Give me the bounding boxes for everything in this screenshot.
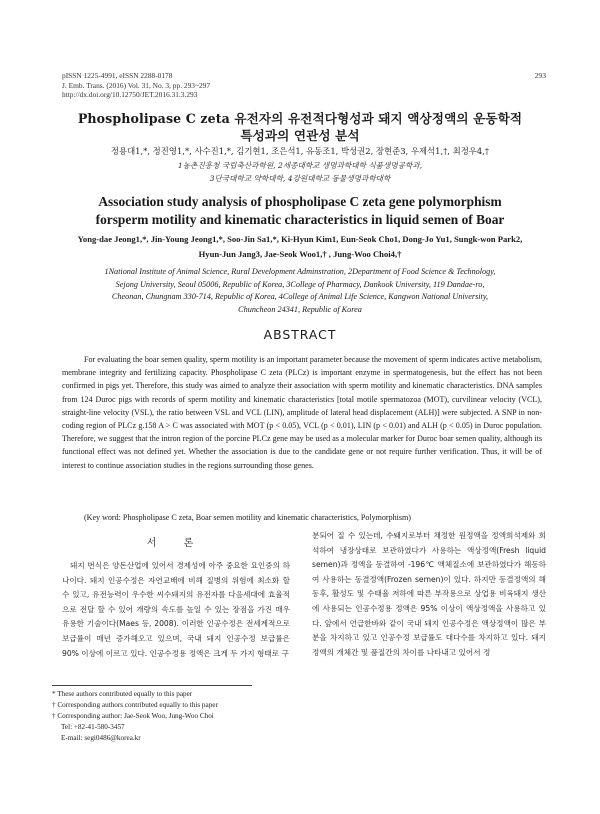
citation-line: J. Emb. Trans. (2016) Vol. 31, No. 3, pp. 293~297: [62, 80, 211, 90]
abstract-text: For evaluating the boar semen quality, sperm motility is an important parameter because the movement of sperm indicates active metabolism, membrane integrity and fertilizing capacity. Phospholipase C zeta (PLCz) is important enzyme in spermatogenesis, but the effect has not been confirmed in pigs yet. Therefore, this study was aimed to analyze their association with sperm motility and kinematic characteristics. DNA samples from 124 Duroc pigs with records of sperm motility and kinematic characteristics [total motile spermatozoa (MOT), curvilinear velocity (VCL), straight-line velocity (VSL), the ratio between VSL and VCL (LIN), amplitude of lateral head displacement (ALH)] were subjected. A SNP in non-coding region of PLCz g.158 A > C was associated with MOT (p < 0.05), VCL (p < 0.01), LIN (p < 0.01) and ALH (p < 0.05) in Duroc population. Therefore, we suggest that the intron region of the porcine PLCz gene may be used as a molecular marker for Duroc boar semen quality, although its functional effect was not defined yet. Whether the association is due to the candidate gene or not require further verification. Thus, it will be of interest to continue association studies in the regions surrounding those genes.: [62, 355, 542, 470]
footnote-equal-contribution: * These authors contributed equally to this paper: [52, 690, 193, 698]
footnote-corresponding-author: † Corresponding author: Jae-Seok Woo, Jung-Woo Choi: [52, 712, 214, 721]
footnotes: [52, 689, 292, 744]
left-column: [62, 534, 290, 661]
footnote-corresponding-equal: † Corresponding authors contributed equally to this paper: [52, 701, 218, 710]
korean-authors: 정용대1,*, 정진영1,*, 사수진1,*, 김기현1, 조은석1, 유동조1, 박성권2, 장현준3, 우제석1,†, 최정우4,†: [110, 146, 490, 156]
footnote-email[interactable]: E-mail: segi0486@korea.kr: [61, 734, 141, 743]
intro-left-text: 돼지 번식은 양돈산업에 있어서 경제성에 아주 중요한 요인중의 하나이다. 돼지 인공수정은 자연교배에 비해 질병의 위험에 최소화 할 수 있고, 유전능력이 우수한 씨수돼지의 유전자를 다음세대에 효율적으로 전달 할 수 있어 개량의 속도를 높일 수 있는 장점을 가진 매우 유용한 기술이다(Maes 등, 2008). 이러한 인공수정은 전세계적으로 보급률이 매년 증가해오고 있으며, 국내 돼지 인공수정 보급률은 90% 이상에 이르고 있다. 인공수정용 정액은 크게 두 가지 형태로 구: [62, 561, 290, 658]
korean-title-line-2: 특성과의 연관성 분석: [240, 128, 360, 143]
english-authors-line-1: Yong-dae Jeong1,*, Jin-Young Jeong1,*, Soo-Jin Sa1,*, Ki-Hyun Kim1, Eun-Seok Cho1, Dong-Jo Yu1, Sungk-won Park2,: [77, 234, 523, 244]
english-affiliation-line-1: 1National Institute of Animal Science, Rural Development Adminstration, 2Department of Food Science & Technology,: [104, 267, 496, 276]
english-authors-line-2: Hyun-Jun Jang3, Jae-Seok Woo1,† , Jung-Woo Choi4,†: [198, 249, 402, 259]
english-affiliation-line-2: Sejong University, Seoul 05006, Republic of Korea, 3College of Pharmacy, Dankook University, 119 Dandae-ro,: [115, 279, 485, 289]
korean-title-line-1: Phospholipase C zeta 유전자의 유전적다형성과 돼지 액상정액의 운동학적: [77, 111, 523, 126]
section-heading-introduction: 서 론: [146, 538, 206, 549]
footnote-divider: [52, 685, 252, 686]
english-authors: [30, 232, 570, 262]
korean-title: [40, 110, 560, 144]
abstract-heading: ABSTRACT: [263, 327, 337, 342]
english-affiliation-line-4: Chuncheon 24341, Republic of Korea: [238, 304, 362, 314]
doi-link[interactable]: http://dx.doi.org/10.12750/JET.2016.31.3.293: [62, 90, 198, 100]
english-title: [40, 193, 560, 229]
korean-affiliation-line-1: 1농촌진흥청 국립축산과학원, 2세종대학교 생명과학대학 식품생명공학과,: [177, 161, 423, 170]
intro-right-text: 분되어 질 수 있는데, 수퇘지로부터 채정한 원정액을 정액희석제와 희석하여 냉장상태로 보관하였다가 사용하는 액상정액(Fresh liquid semen)과 정액을 동결하여 -196℃ 액체질소에 보관하였다가 해동하여 사용하는 동결정액(Frozen semen)이 있다. 하지만 동결정액의 해동후, 활성도 및 수태율 저하에 따른 부작용으로 상업용 비육돼지 생산에 사용되는 인공수정용 정액은 95% 이상이 액상정액을 사용하고 있다. 앞에서 언급한바와 같이 국내 돼지 인공수정은 액상정액이 많은 부분을 차지하고 있고 인공수정 보급률도 대다수를 차지하고 있다. 돼지 정액의 개체간 및 품질간의 차이를 나타내고 있어서 정: [312, 531, 546, 657]
keywords: (Key word: Phospholipase C zeta, Boar semen motility and kinematic characteristics, Polymorphism): [84, 513, 411, 522]
korean-affiliation-line-2: 3단국대학교 약학대학, 4강원대학교 동물생명과학대학: [209, 173, 391, 183]
footnote-telephone: Tel: +82-41-580-3457: [61, 723, 125, 732]
journal-header: [62, 71, 210, 100]
english-affiliation-line-3: Cheonan, Chungnam 330-714, Republic of Korea, 4College of Animal Life Science, Kangwon National University,: [111, 292, 489, 301]
issn-line: pISSN 1225-4991, eISSN 2288-0178: [62, 71, 173, 80]
english-affiliations: [40, 266, 560, 316]
english-title-line-2: forsperm motility and kinematic characteristics in liquid semen of Boar: [95, 212, 505, 227]
korean-affiliations: [40, 160, 560, 185]
page-number: 293: [534, 71, 546, 80]
english-title-line-1: Association study analysis of phospholipase C zeta gene polymorphism: [98, 194, 502, 209]
right-column: [312, 529, 546, 660]
